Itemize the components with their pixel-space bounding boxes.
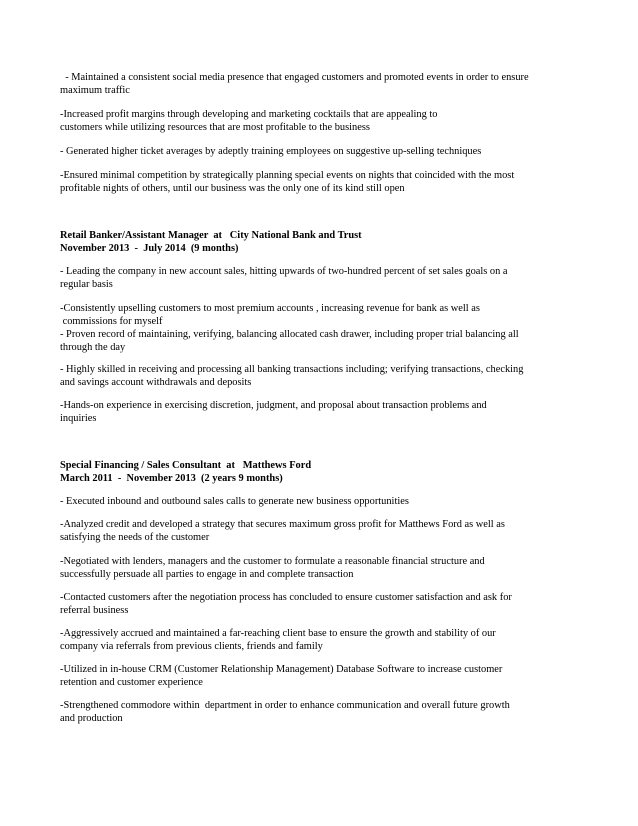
bullet-minimal-competition: -Ensured minimal competition by strategically planning special events on nights that coincided with the most profitable nights of others, until our business was the only one of its kind still open xyxy=(60,170,515,194)
bullet-crm: -Utilized in in-house CRM (Customer Relationship Management) Database Software to increase customer retention and customer experience xyxy=(60,664,503,688)
bullet-new-account-sales: - Leading the company in new account sales, hitting upwards of two-hundred percent of set sales goals on a regular basis xyxy=(60,266,508,290)
bullet-discretion: -Hands-on experience in exercising discretion, judgment, and proposal about transaction problems and inquiries xyxy=(60,400,487,424)
bullet-social-media: - Maintained a consistent social media presence that engaged customers and promoted events in order to ensure maximum traffic xyxy=(60,72,529,96)
bullet-negotiated: -Negotiated with lenders, managers and the customer to formulate a reasonable financial structure and successfully persuade all parties to engage in and complete transaction xyxy=(60,556,485,580)
job-title-bank: Retail Banker/Assistant Manager at City National Bank and Trust xyxy=(60,230,362,241)
bullet-contacted-customers: -Contacted customers after the negotiation process has concluded to ensure customer satisfaction and ask for referral business xyxy=(60,592,512,616)
job-dates-ford: March 2011 - November 2013 (2 years 9 months) xyxy=(60,473,283,484)
bullet-sales-calls: - Executed inbound and outbound sales calls to generate new business opportunities xyxy=(60,496,409,507)
bullet-banking-transactions: - Highly skilled in receiving and processing all banking transactions including; verifying transactions, checking and savings account withdrawals and deposits xyxy=(60,364,524,388)
bullet-profit-margins: -Increased profit margins through developing and marketing cocktails that are appealing to customers while utilizing resources that are most profitable to the business xyxy=(60,109,438,133)
job-title-ford: Special Financing / Sales Consultant at Matthews Ford xyxy=(60,460,312,471)
bullet-ticket-averages: - Generated higher ticket averages by adeptly training employees on suggestive up-selling techniques xyxy=(60,146,482,157)
bullet-client-base: -Aggressively accrued and maintained a far-reaching client base to ensure the growth and stability of our company via referrals from previous clients, friends and family xyxy=(60,628,496,652)
job-dates-bank: November 2013 - July 2014 (9 months) xyxy=(60,243,239,254)
bullet-commodore: -Strengthened commodore within department in order to enhance communication and overall future growth and production xyxy=(60,700,510,724)
bullet-analyzed-credit: -Analyzed credit and developed a strategy that secures maximum gross profit for Matthews Ford as well as satisfying the needs of the customer xyxy=(60,519,505,543)
bullet-upselling-cash-drawer: -Consistently upselling customers to most premium accounts , increasing revenue for bank as well as commissions for myself - Proven record of maintaining, verifying, balancing allocated cash drawer, including proper trial balancing all through the day xyxy=(60,303,519,353)
